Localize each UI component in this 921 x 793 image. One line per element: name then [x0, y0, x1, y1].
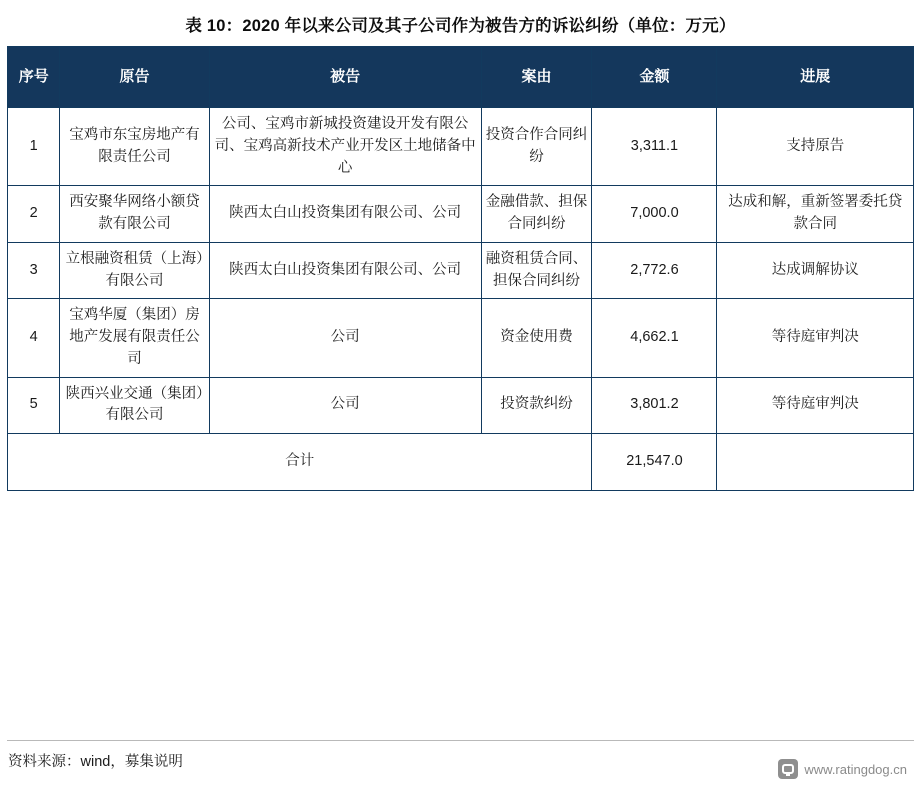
cell-seq: 3 — [8, 242, 60, 299]
column-header-plaintiff: 原告 — [60, 47, 209, 108]
table-row — [8, 242, 914, 299]
cell-progress: 达成和解，重新签署委托贷款合同 — [717, 186, 914, 243]
total-amount: 21,547.0 — [592, 434, 717, 491]
cell-progress: 支持原告 — [717, 108, 914, 186]
watermark — [778, 759, 907, 779]
table-body — [8, 108, 914, 491]
cell-seq: 2 — [8, 186, 60, 243]
cell-cause: 投资合作合同纠纷 — [481, 108, 592, 186]
cell-amount: 3,801.2 — [592, 377, 717, 434]
cell-progress: 达成调解协议 — [717, 242, 914, 299]
litigation-table — [7, 46, 914, 491]
page-title: 表 10：2020 年以来公司及其子公司作为被告方的诉讼纠纷（单位：万元） — [185, 17, 736, 35]
cell-defendant: 陕西太白山投资集团有限公司、公司 — [209, 186, 481, 243]
column-header-cause: 案由 — [481, 47, 592, 108]
cell-defendant: 公司 — [209, 377, 481, 434]
cell-cause: 金融借款、担保合同纠纷 — [481, 186, 592, 243]
column-header-progress: 进展 — [717, 47, 914, 108]
cell-amount: 3,311.1 — [592, 108, 717, 186]
cell-plaintiff: 西安聚华网络小额贷款有限公司 — [60, 186, 209, 243]
table-row — [8, 108, 914, 186]
cell-seq: 4 — [8, 299, 60, 377]
cell-cause: 资金使用费 — [481, 299, 592, 377]
cell-plaintiff: 立根融资租赁（上海）有限公司 — [60, 242, 209, 299]
footer-divider — [7, 740, 914, 741]
cell-plaintiff: 宝鸡市东宝房地产有限责任公司 — [60, 108, 209, 186]
cell-defendant: 公司 — [209, 299, 481, 377]
table-row — [8, 377, 914, 434]
cell-progress: 等待庭审判决 — [717, 377, 914, 434]
table-row — [8, 186, 914, 243]
cell-amount: 7,000.0 — [592, 186, 717, 243]
cell-amount: 2,772.6 — [592, 242, 717, 299]
table-total-row — [8, 434, 914, 491]
source-note: 资料来源：wind，募集说明 — [8, 754, 183, 770]
ratingdog-logo-icon — [778, 759, 798, 779]
cell-plaintiff: 陕西兴业交通（集团）有限公司 — [60, 377, 209, 434]
column-header-seq: 序号 — [8, 47, 60, 108]
table-header-row — [8, 47, 914, 108]
column-header-defendant: 被告 — [209, 47, 481, 108]
table-row — [8, 299, 914, 377]
watermark-text: www.ratingdog.cn — [804, 761, 907, 777]
cell-plaintiff: 宝鸡华厦（集团）房地产发展有限责任公司 — [60, 299, 209, 377]
cell-seq: 1 — [8, 108, 60, 186]
table-header — [8, 47, 914, 108]
cell-progress: 等待庭审判决 — [717, 299, 914, 377]
cell-cause: 融资租赁合同、担保合同纠纷 — [481, 242, 592, 299]
cell-seq: 5 — [8, 377, 60, 434]
cell-defendant: 公司、宝鸡市新城投资建设开发有限公司、宝鸡高新技术产业开发区土地储备中心 — [209, 108, 481, 186]
column-header-amount: 金额 — [592, 47, 717, 108]
cell-cause: 投资款纠纷 — [481, 377, 592, 434]
cell-amount: 4,662.1 — [592, 299, 717, 377]
total-progress — [717, 434, 914, 491]
cell-defendant: 陕西太白山投资集团有限公司、公司 — [209, 242, 481, 299]
total-label: 合计 — [8, 434, 592, 491]
